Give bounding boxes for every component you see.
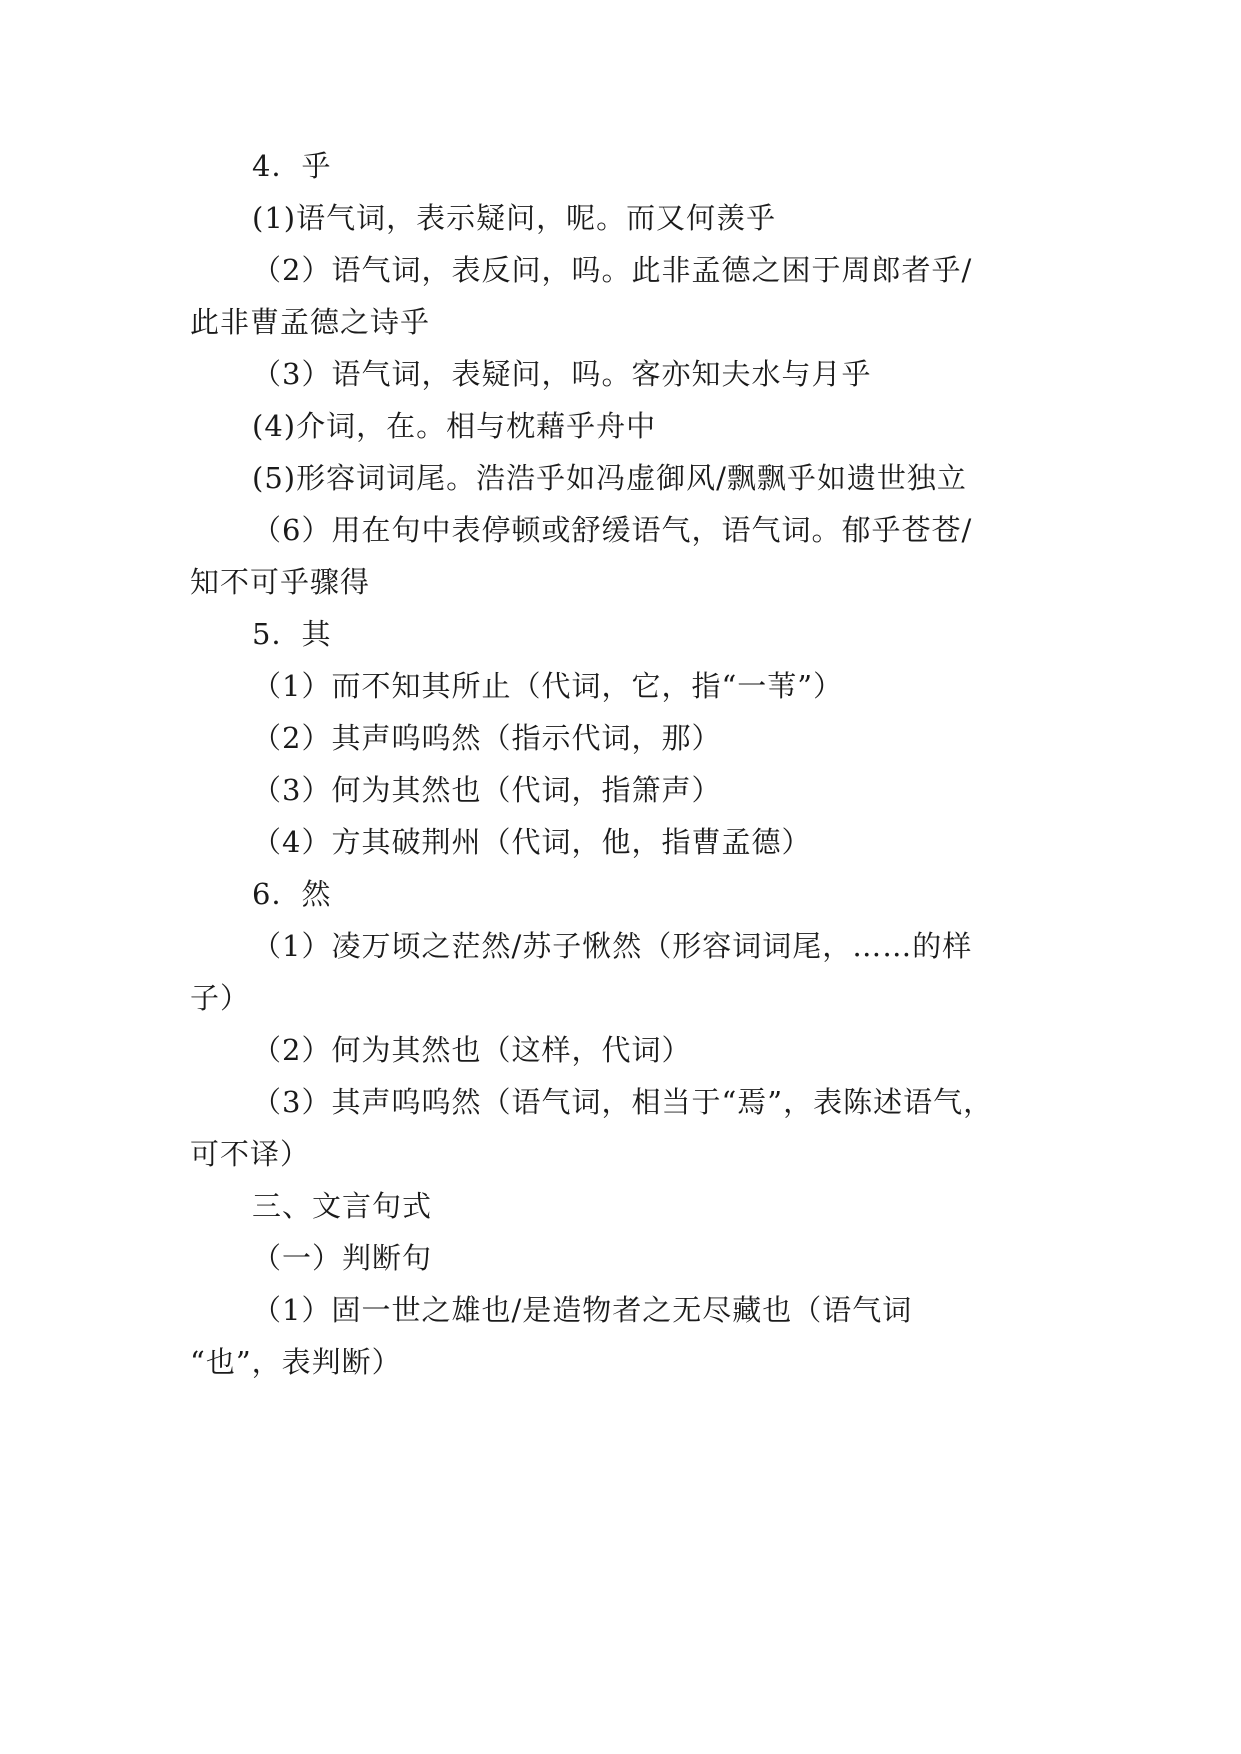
paragraph-line: （3）何为其然也（代词，指箫声） <box>252 773 722 807</box>
paragraph-line: 子） <box>190 981 251 1015</box>
paragraph-line: 此非曹孟德之诗乎 <box>190 305 431 339</box>
paragraph-line: （1）凌万顷之茫然/苏子愀然（形容词词尾，……的样 <box>252 929 973 963</box>
paragraph-line: （6）用在句中表停顿或舒缓语气，语气词。郁乎苍苍/ <box>252 513 973 547</box>
paragraph-line: (1)语气词，表示疑问，呢。而又何羡乎 <box>252 201 777 235</box>
paragraph-line: “也”，表判断） <box>190 1345 402 1379</box>
paragraph-line: 知不可乎骤得 <box>190 565 371 599</box>
paragraph-line: (4)介词，在。相与枕藉乎舟中 <box>252 409 657 443</box>
paragraph-line: （2）语气词，表反问，吗。此非孟德之困于周郎者乎/ <box>252 253 973 287</box>
section-heading-hu: 4．乎 <box>252 149 332 183</box>
paragraph-line: (5)形容词词尾。浩浩乎如冯虚御风/飘飘乎如遗世独立 <box>252 461 967 495</box>
section-heading-ran: 6．然 <box>252 877 332 911</box>
paragraph-line: （2）何为其然也（这样，代词） <box>252 1033 692 1067</box>
paragraph-line: （3）其声呜呜然（语气词，相当于“焉”，表陈述语气， <box>252 1085 994 1119</box>
paragraph-line: （1）固一世之雄也/是造物者之无尽藏也（语气词 <box>252 1293 913 1327</box>
paragraph-line: 可不译） <box>190 1137 311 1171</box>
paragraph-line: （3）语气词，表疑问，吗。客亦知夫水与月乎 <box>252 357 872 391</box>
section-heading-sentence-patterns: 三、文言句式 <box>252 1189 433 1223</box>
paragraph-line: （4）方其破荆州（代词，他，指曹孟德） <box>252 825 812 859</box>
paragraph-line: （1）而不知其所止（代词，它，指“一苇”） <box>252 669 844 703</box>
subsection-heading-judgment: （一）判断句 <box>252 1241 433 1275</box>
section-heading-qi: 5．其 <box>252 617 332 651</box>
paragraph-line: （2）其声呜呜然（指示代词，那） <box>252 721 722 755</box>
